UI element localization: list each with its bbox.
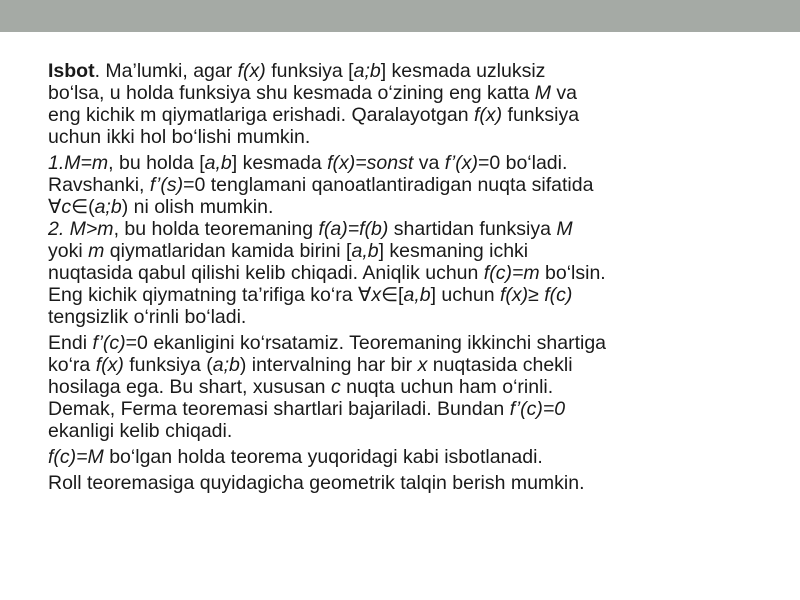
text-run: ] kesmada uzluksiz: [380, 60, 546, 82]
text-line: [48, 82, 758, 104]
italic-run: f’(c)=0: [509, 398, 566, 420]
text-run: tengsizlik o‘rinli bo‘ladi.: [48, 306, 247, 328]
text-run: uchun ikki hol bo‘lishi mumkin.: [48, 126, 311, 148]
text-run: , bu holda teoremaning: [113, 218, 319, 240]
text-run: Ravshanki,: [48, 174, 150, 196]
italic-run: f(c)=m: [483, 262, 540, 284]
italic-run: f(x)≥ f(c): [499, 284, 573, 306]
italic-run: f(c)=M: [48, 446, 104, 468]
text-run: funksiya (: [123, 354, 213, 376]
text-line: [48, 398, 758, 420]
text-run: ∈(: [71, 196, 95, 218]
italic-run: m: [88, 240, 105, 262]
italic-run: a;b: [94, 196, 122, 218]
text-run: ] uchun: [430, 284, 500, 306]
italic-run: f(x)=sonst: [327, 152, 414, 174]
italic-run: f’(x): [444, 152, 478, 174]
text-run: ) ni olish mumkin.: [121, 196, 274, 218]
text-run: =0 bo‘ladi.: [477, 152, 568, 174]
italic-run: f(x): [473, 104, 503, 126]
text-run: ) intervalning har bir: [239, 354, 418, 376]
text-run: va: [550, 82, 577, 104]
text-line: [48, 196, 758, 218]
italic-run: M: [556, 218, 573, 240]
text-run: Demak, Ferma teoremasi shartlari bajariladi. Bundan: [48, 398, 510, 420]
text-line: [48, 104, 758, 126]
italic-run: 2. M>m: [48, 218, 114, 240]
italic-run: f’(c): [92, 332, 126, 354]
text-run: shartidan funksiya: [388, 218, 557, 240]
text-line: [48, 218, 758, 240]
italic-run: a,b: [204, 152, 232, 174]
text-run: nuqta uchun ham o‘rinli.: [340, 376, 554, 398]
italic-run: x: [371, 284, 382, 306]
italic-run: f(x): [237, 60, 266, 82]
text-run: bo‘lsin.: [539, 262, 606, 284]
italic-run: a;b: [212, 354, 240, 376]
text-line: [48, 354, 758, 376]
text-line: [48, 420, 758, 442]
text-line: [48, 262, 758, 284]
italic-run: f’(s): [149, 174, 184, 196]
italic-run: f(a)=f(b): [318, 218, 389, 240]
text-run: . Ma’lumki, agar: [94, 60, 238, 82]
italic-run: 1.M=m: [48, 152, 109, 174]
text-run: bo‘lsa, u holda funksiya shu kesmada o‘zining eng katta: [48, 82, 535, 104]
text-run: Roll teoremasiga quyidagicha geometrik talqin berish mumkin.: [48, 472, 585, 494]
text-line: [48, 446, 758, 468]
text-run: ko‘ra: [48, 354, 96, 376]
italic-run: a,b: [403, 284, 431, 306]
text-run: ∀: [48, 196, 62, 218]
text-run: Eng kichik qiymatning ta’rifiga ko‘ra ∀: [48, 284, 372, 306]
italic-run: c: [61, 196, 72, 218]
text-line: [48, 284, 758, 306]
italic-run: c: [330, 376, 341, 398]
paragraph: [48, 332, 758, 442]
text-line: [48, 60, 758, 82]
text-run: bo‘lgan holda teorema yuqoridagi kabi isbotlanadi.: [103, 446, 543, 468]
text-run: yoki: [48, 240, 89, 262]
italic-run: M: [534, 82, 551, 104]
italic-run: a,b: [351, 240, 379, 262]
paragraph: [48, 446, 758, 468]
text-run: ∈[: [381, 284, 404, 306]
italic-run: a;b: [353, 60, 381, 82]
italic-run: x: [417, 354, 428, 376]
text-run: =0 tenglamani qanoatlantiradigan nuqta sifatida: [183, 174, 594, 196]
text-line: [48, 240, 758, 262]
text-line: [48, 472, 758, 494]
text-run: funksiya [: [265, 60, 354, 82]
text-line: [48, 332, 758, 354]
text-line: [48, 152, 758, 174]
text-run: =0 ekanligini ko‘rsatamiz. Teoremaning ikkinchi shartiga: [125, 332, 607, 354]
text-run: , bu holda [: [108, 152, 205, 174]
text-line: [48, 174, 758, 196]
paragraph: [48, 472, 758, 494]
italic-run: f(x): [95, 354, 124, 376]
text-run: qiymatlaridan kamida birini [: [104, 240, 352, 262]
paragraph: [48, 60, 758, 148]
top-bar: [0, 0, 800, 32]
text-run: nuqtasida qabul qilishi kelib chiqadi. Aniqlik uchun: [48, 262, 484, 284]
bold-run: Isbot: [48, 60, 95, 82]
text-run: hosilaga ega. Bu shart, xususan: [48, 376, 331, 398]
text-line: [48, 306, 758, 328]
text-run: ekanligi kelib chiqadi.: [48, 420, 233, 442]
slide-body-text: [48, 60, 758, 498]
text-run: funksiya: [502, 104, 580, 126]
paragraph: [48, 152, 758, 328]
text-run: ] kesmada: [231, 152, 328, 174]
text-line: [48, 376, 758, 398]
text-run: va: [413, 152, 445, 174]
text-run: ] kesmaning ichki: [378, 240, 529, 262]
text-run: nuqtasida chekli: [427, 354, 573, 376]
text-run: Endi: [48, 332, 93, 354]
text-run: eng kichik m qiymatlariga erishadi. Qaralayotgan: [48, 104, 474, 126]
text-line: [48, 126, 758, 148]
